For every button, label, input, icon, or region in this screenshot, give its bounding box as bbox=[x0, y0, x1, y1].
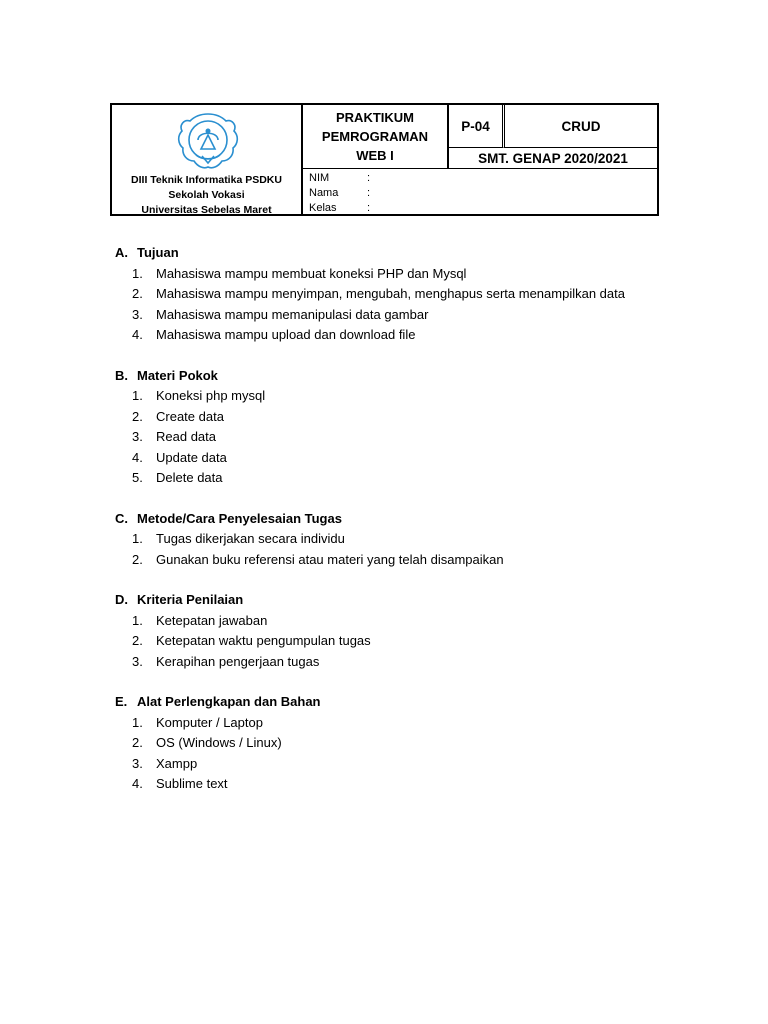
list-item-text: Komputer / Laptop bbox=[156, 714, 263, 730]
list-item-text: Ketepatan waktu pengumpulan tugas bbox=[156, 633, 371, 648]
list-item-text: Kerapihan pengerjaan tugas bbox=[156, 653, 320, 669]
section-list bbox=[115, 713, 659, 795]
course-title-line: PEMROGRAMAN bbox=[321, 129, 429, 144]
list-item-text: Mahasiswa mampu memanipulasi data gambar bbox=[156, 306, 429, 322]
list-item-number: 2. bbox=[132, 286, 143, 301]
list-item bbox=[115, 754, 659, 775]
section-list bbox=[115, 386, 659, 489]
field-label: NIM bbox=[309, 172, 330, 184]
practicum-code: P-04 bbox=[449, 105, 505, 148]
list-item-number: 2. bbox=[132, 551, 143, 567]
section bbox=[115, 366, 659, 489]
list-item-number: 3. bbox=[132, 653, 143, 669]
list-item bbox=[115, 713, 659, 734]
list-item bbox=[115, 284, 659, 305]
section-letter: C. bbox=[115, 510, 128, 526]
list-item bbox=[115, 386, 659, 407]
kelas-field bbox=[309, 201, 370, 215]
list-item-text: Ketepatan jawaban bbox=[156, 612, 268, 628]
section-heading bbox=[115, 692, 659, 713]
document-header bbox=[110, 103, 659, 216]
institution-name bbox=[112, 173, 301, 218]
list-item-number: 1. bbox=[132, 531, 143, 546]
list-item-number: 1. bbox=[132, 612, 143, 628]
list-item-text: Koneksi php mysql bbox=[156, 388, 266, 403]
list-item-number: 1. bbox=[132, 714, 143, 730]
section-heading bbox=[115, 509, 659, 530]
list-item bbox=[115, 427, 659, 448]
institution-line: DIII Teknik Informatika PSDKU bbox=[131, 174, 282, 186]
institution-line: Sekolah Vokasi bbox=[168, 189, 245, 201]
section-title: Kriteria Penilaian bbox=[137, 592, 244, 607]
list-item-number: 2. bbox=[132, 735, 143, 750]
section-letter: A. bbox=[115, 245, 128, 260]
section bbox=[115, 692, 659, 795]
list-item-number: 2. bbox=[132, 633, 143, 648]
section-title: Alat Perlengkapan dan Bahan bbox=[137, 694, 321, 709]
list-item-text: Sublime text bbox=[156, 776, 228, 791]
list-item-text: Xampp bbox=[156, 755, 198, 771]
course-title-line: WEB I bbox=[356, 148, 394, 163]
section-title: Metode/Cara Penyelesaian Tugas bbox=[137, 510, 342, 526]
student-identity bbox=[303, 169, 657, 214]
list-item-text: Mahasiswa mampu membuat koneksi PHP dan Mysql bbox=[156, 265, 467, 281]
list-item-text: Delete data bbox=[156, 470, 223, 485]
section-letter: E. bbox=[115, 694, 128, 709]
semester-label: SMT. GENAP 2020/2021 bbox=[449, 148, 657, 169]
section-letter: D. bbox=[115, 592, 128, 607]
list-item-number: 4. bbox=[132, 327, 143, 342]
list-item-number: 2. bbox=[132, 408, 143, 424]
list-item-number: 3. bbox=[132, 755, 143, 771]
list-item-number: 3. bbox=[132, 429, 143, 444]
list-item bbox=[115, 407, 659, 428]
list-item-number: 1. bbox=[132, 265, 143, 281]
list-item bbox=[115, 631, 659, 652]
section-heading bbox=[115, 243, 659, 264]
institution-line: Universitas Sebelas Maret bbox=[141, 204, 272, 216]
list-item bbox=[115, 448, 659, 469]
nama-field bbox=[309, 186, 370, 200]
practicum-topic: CRUD bbox=[505, 105, 657, 148]
section-title: Tujuan bbox=[137, 245, 179, 260]
list-item-text: Update data bbox=[156, 449, 227, 465]
list-item bbox=[115, 611, 659, 632]
section-list bbox=[115, 529, 659, 570]
course-title bbox=[303, 105, 449, 169]
list-item-number: 1. bbox=[132, 388, 143, 403]
field-separator: : bbox=[367, 172, 371, 184]
list-item-text: Gunakan buku referensi atau materi yang telah disampaikan bbox=[156, 551, 504, 567]
section-list bbox=[115, 264, 659, 346]
list-item-number: 5. bbox=[132, 470, 143, 485]
field-separator: : bbox=[367, 202, 371, 214]
list-item-text: Create data bbox=[156, 408, 224, 424]
list-item-number: 3. bbox=[132, 306, 143, 322]
list-item bbox=[115, 305, 659, 326]
field-label: Kelas bbox=[309, 202, 337, 214]
list-item bbox=[115, 468, 659, 489]
list-item bbox=[115, 264, 659, 285]
university-seal-icon bbox=[176, 111, 240, 173]
list-item-text: Mahasiswa mampu menyimpan, mengubah, menghapus serta menampilkan data bbox=[156, 286, 625, 301]
list-item bbox=[115, 529, 659, 550]
list-item bbox=[115, 652, 659, 673]
field-label: Nama bbox=[309, 187, 339, 199]
list-item-text: Read data bbox=[156, 429, 216, 444]
section-title: Materi Pokok bbox=[137, 367, 218, 383]
section-letter: B. bbox=[115, 367, 128, 383]
nim-field bbox=[309, 171, 370, 185]
list-item bbox=[115, 550, 659, 571]
section-heading bbox=[115, 590, 659, 611]
list-item-number: 4. bbox=[132, 449, 143, 465]
section bbox=[115, 590, 659, 672]
list-item-text: OS (Windows / Linux) bbox=[156, 735, 282, 750]
institution-cell bbox=[112, 105, 303, 214]
section-list bbox=[115, 611, 659, 673]
list-item bbox=[115, 733, 659, 754]
section bbox=[115, 509, 659, 571]
list-item bbox=[115, 774, 659, 795]
section-heading bbox=[115, 366, 659, 387]
list-item bbox=[115, 325, 659, 346]
section bbox=[115, 243, 659, 346]
list-item-text: Mahasiswa mampu upload dan download file bbox=[156, 327, 416, 342]
list-item-number: 4. bbox=[132, 776, 143, 791]
field-separator: : bbox=[367, 187, 371, 199]
course-title-line: PRAKTIKUM bbox=[336, 110, 414, 125]
document-body bbox=[115, 243, 659, 815]
list-item-text: Tugas dikerjakan secara individu bbox=[156, 531, 345, 546]
